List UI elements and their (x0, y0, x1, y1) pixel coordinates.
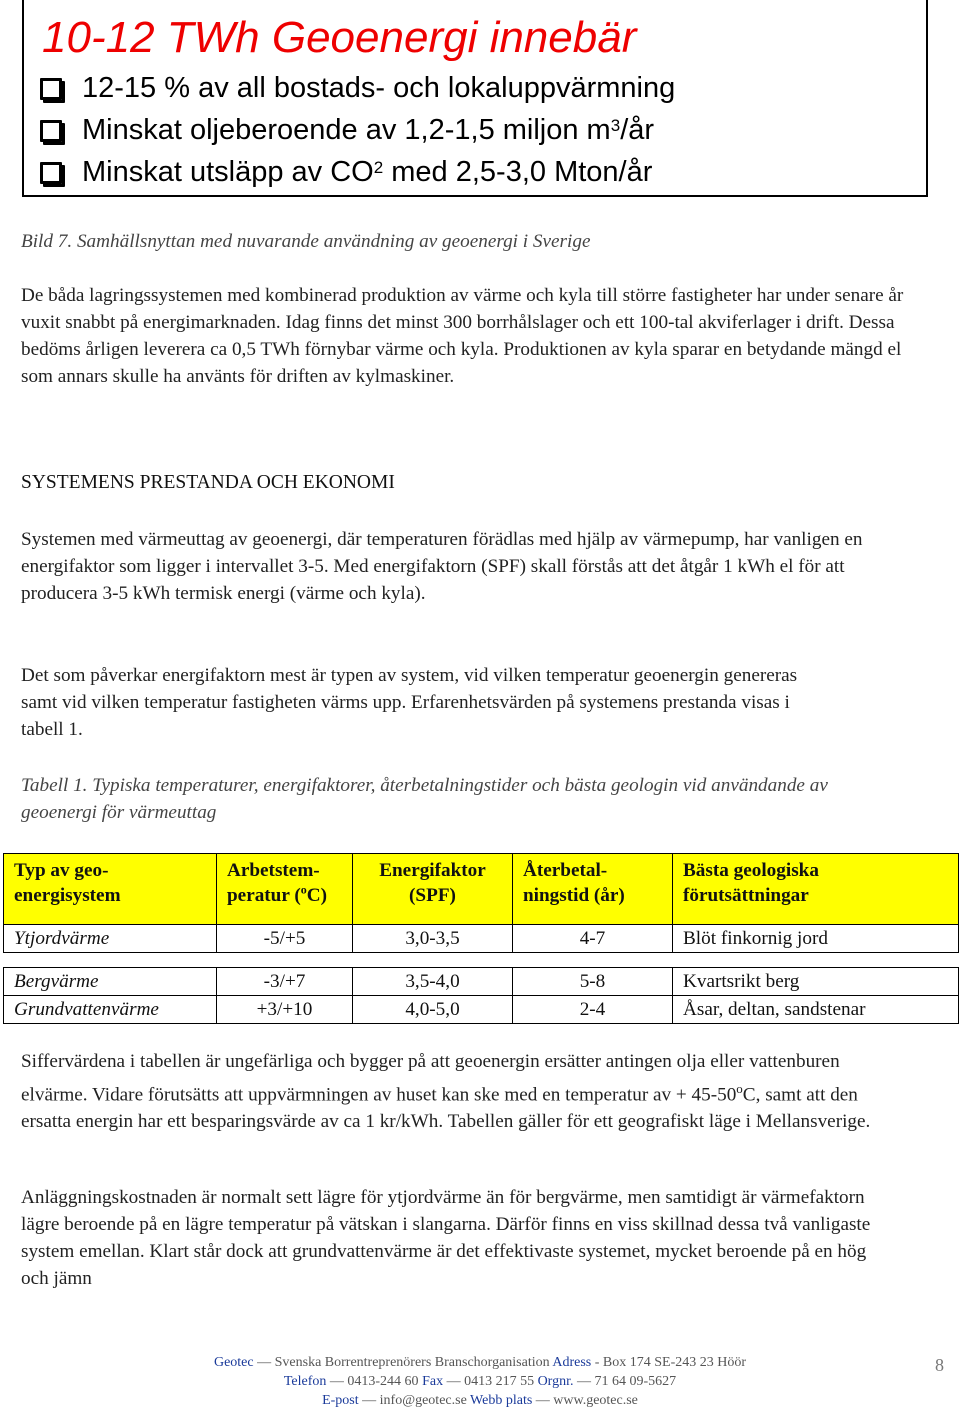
table-cell: Blöt finkornig jord (673, 925, 959, 953)
table-cell: 3,0-3,5 (353, 925, 513, 953)
table-cell: 2-4 (513, 996, 673, 1024)
page-number: 8 (935, 1355, 944, 1375)
footer-line: E-post — info@geotec.se Webb plats — www.geotec.se (322, 1393, 638, 1408)
table-cell: Kvartsrikt berg (673, 968, 959, 996)
table-cell: -5/+5 (217, 925, 353, 953)
table-spacer-row (4, 953, 959, 968)
table-cell: Bergvärme (4, 968, 217, 996)
bullet-item: Minskat utsläpp av CO $^2$ med 2,5-3,0 Mton/år (40, 152, 652, 192)
table-header-row (4, 854, 959, 925)
table-row (4, 968, 959, 996)
paragraph: Siffervärdena i tabellen är ungefärliga och bygger på att geoenergin ersätter antingen olja eller vattenburen elvärme. Vidare förutsätts att uppvärmningen av huset kan ske med en temperatur av + $45-50^oC$, samt att den ersatta energin har ett besparingsvärde av ca 1 kr/kWh. Tabellen gäller för ett geografiskt läge i Mellansverige. (21, 1051, 871, 1133)
checkbox-icon (40, 78, 62, 100)
figure-caption: Bild 7. Samhällsnyttan med nuvarande användning av geoenergi i Sverige (21, 231, 591, 252)
table-cell: 5-8 (513, 968, 673, 996)
table-row (4, 925, 959, 953)
table-header-cell: Arbetstem-peratur ($^o$C) (217, 854, 353, 925)
footer-line: Telefon — 0413-244 60 Fax — 0413 217 55 Orgnr. — 71 64 09-5627 (283, 1374, 677, 1389)
table-cell: Åsar, deltan, sandstenar (673, 996, 959, 1024)
table-header-cell: Typ av geo-energisystem (4, 854, 217, 925)
highlight-title: 10-12 TWh Geoenergi innebär (42, 13, 637, 62)
footer-line: Geotec — Svenska Borrentreprenörers Branschorganisation Adress - Box 174 SE-243 23 Höör (213, 1355, 747, 1370)
paragraph: Systemen med värmeuttag av geoenergi, där temperaturen förädlas med hjälp av värmepump, har vanligen en energifaktor som ligger i intervallet 3-5. Med energifaktorn (SPF) skall förstås att det åtgår 1 kWh el för att producera 3-5 kWh termisk energi (värme och kyla). (21, 529, 863, 604)
bullet-item: 12-15 % av all bostads- och lokaluppvärmning (40, 68, 675, 108)
table-header-cell: Energifaktor (SPF) (353, 854, 513, 925)
table-cell: Grundvattenvärme (4, 996, 217, 1024)
table-cell: 3,5-4,0 (353, 968, 513, 996)
table-header-cell: Återbetal-ningstid (år) (513, 854, 673, 925)
table-cell: Ytjordvärme (4, 925, 217, 953)
paragraph: Anläggningskostnaden är normalt sett lägre för ytjordvärme än för bergvärme, men samtidigt är värmefaktorn lägre beroende på en lägre temperatur på vätskan i slangarna. Därför finns en viss skillnad dessa två vanligaste system emellan. Klart står dock att grundvattenvärme är det effektivaste systemet, mycket beroende på en hög och jämn (21, 1187, 871, 1289)
section-heading: SYSTEMENS PRESTANDA OCH EKONOMI (21, 472, 395, 493)
table-cell: 4-7 (513, 925, 673, 953)
paragraph: Det som påverkar energifaktorn mest är typen av system, vid vilken temperatur geoenergin genereras samt vid vilken temperatur fastigheten värms upp. Erfarenhetsvärden på systemens prestanda visas i tabell 1. (21, 665, 798, 740)
table-row (4, 996, 959, 1024)
checkbox-icon (40, 120, 62, 142)
highlight-box (22, 0, 928, 197)
table-cell: +3/+10 (217, 996, 353, 1024)
web-link[interactable]: Webb plats (470, 1393, 533, 1408)
checkbox-icon (40, 162, 62, 184)
table-caption: Tabell 1. Typiska temperaturer, energifaktorer, återbetalningstider och bästa geologin vid användande av geoenergi för värmeuttag (21, 775, 828, 823)
page-footer (120, 1353, 840, 1410)
table-header-cell: Bästa geologiska förutsättningar (673, 854, 959, 925)
bullet-item: Minskat oljeberoende av 1,2-1,5 miljon m $^3$ /år (40, 110, 654, 150)
performance-table (3, 853, 959, 1024)
paragraph: De båda lagringssystemen med kombinerad produktion av värme och kyla till större fastigheter har under senare år vuxit snabbt på energimarknaden. Idag finns det minst 300 borrhålslager och ett 100-tal akviferlager i drift. Dessa bedöms årligen leverera ca 0,5 TWh förnybar värme och kyla. Produktionen av kyla sparar en betydande mängd el som annars skulle ha använts för driften av kylmaskiner. (21, 285, 904, 387)
email-link[interactable]: E-post (322, 1393, 359, 1408)
table-cell: -3/+7 (217, 968, 353, 996)
table-cell: 4,0-5,0 (353, 996, 513, 1024)
